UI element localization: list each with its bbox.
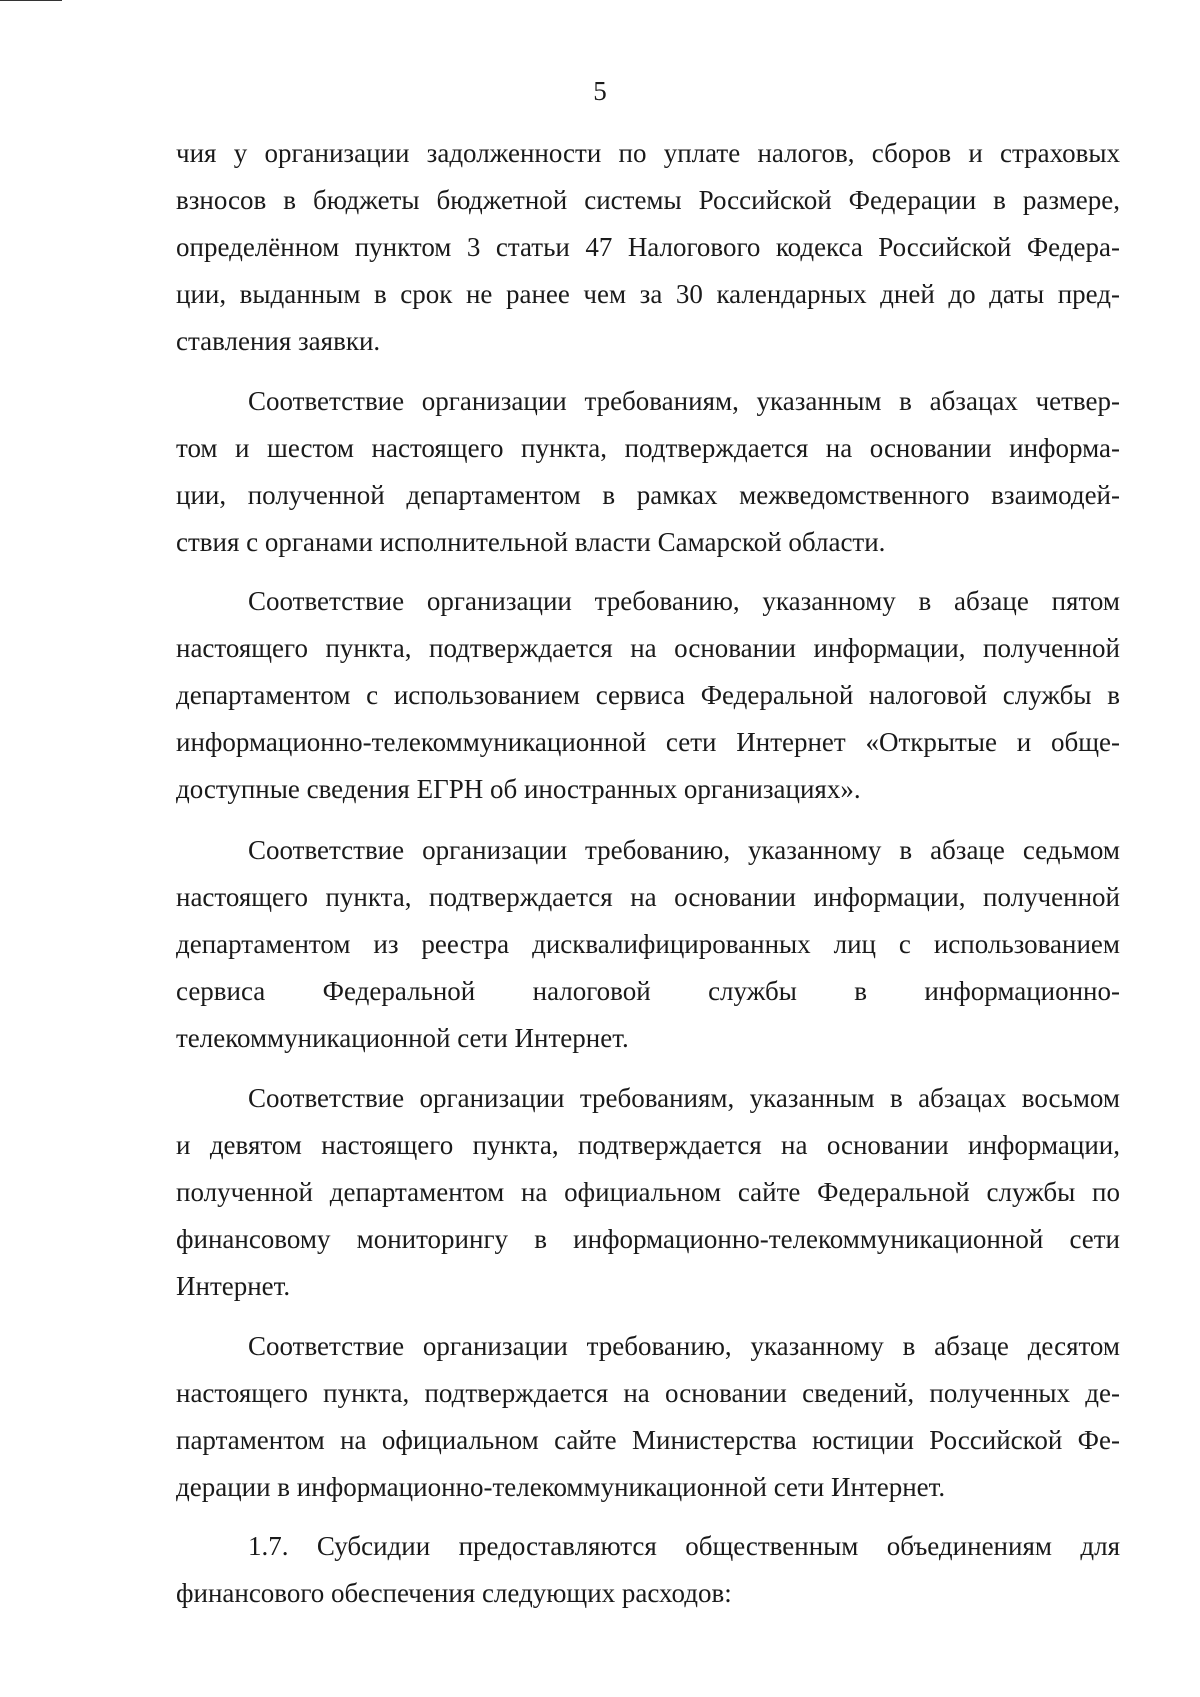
text-line: финансового обеспечения следующих расходов: bbox=[176, 1578, 732, 1608]
text-line: ции, выданным в срок не ранее чем за 30 календарных дней до даты пред- bbox=[176, 279, 1120, 309]
text-line: телекоммуникационной сети Интернет. bbox=[176, 1023, 629, 1053]
text-line: дерации в информационно-телекоммуникационной сети Интернет. bbox=[176, 1472, 946, 1502]
text-line: взносов в бюджеты бюджетной системы Российской Федерации в размере, bbox=[176, 185, 1120, 215]
text-line: ставления заявки. bbox=[176, 326, 381, 356]
text-line: настоящего пункта, подтверждается на основании информации, полученной bbox=[176, 882, 1120, 912]
text-line: департаментом из реестра дисквалифицированных лиц с использованием bbox=[176, 929, 1120, 959]
text-line: 1.7. Субсидии предоставляются общественным объединениям для bbox=[248, 1531, 1120, 1561]
text-line: настоящего пункта, подтверждается на основании сведений, полученных де- bbox=[176, 1378, 1120, 1408]
scan-edge-mark bbox=[0, 0, 62, 1]
text-line: настоящего пункта, подтверждается на основании информации, полученной bbox=[176, 633, 1120, 663]
text-line: доступные сведения ЕГРН об иностранных организациях». bbox=[176, 774, 861, 804]
text-line: Соответствие организации требованию, указанному в абзаце десятом bbox=[248, 1331, 1120, 1361]
text-line: полученной департаментом на официальном сайте Федеральной службы по bbox=[176, 1177, 1120, 1207]
text-line: чия у организации задолженности по уплате налогов, сборов и страховых bbox=[176, 138, 1120, 168]
text-line: ции, полученной департаментом в рамках межведомственного взаимодей- bbox=[176, 480, 1120, 510]
text-line: Соответствие организации требованиям, указанным в абзацах четвер- bbox=[248, 386, 1120, 416]
text-line: Соответствие организации требованиям, указанным в абзацах восьмом bbox=[248, 1083, 1120, 1113]
text-line: и девятом настоящего пункта, подтверждается на основании информации, bbox=[176, 1130, 1120, 1160]
text-line: Интернет. bbox=[176, 1271, 291, 1301]
text-line: сервиса Федеральной налоговой службы в информационно- bbox=[176, 976, 1120, 1006]
text-line: Соответствие организации требованию, указанному в абзаце пятом bbox=[248, 586, 1120, 616]
text-line: департаментом с использованием сервиса Федеральной налоговой службы в bbox=[176, 680, 1120, 710]
text-line: определённом пунктом 3 статьи 47 Налогового кодекса Российской Федера- bbox=[176, 232, 1120, 262]
text-line: информационно-телекоммуникационной сети Интернет «Открытые и обще- bbox=[176, 727, 1120, 757]
text-line: Соответствие организации требованию, указанному в абзаце седьмом bbox=[248, 835, 1120, 865]
text-line: партаментом на официальном сайте Министерства юстиции Российской Фе- bbox=[176, 1425, 1120, 1455]
text-line: финансовому мониторингу в информационно-телекоммуникационной сети bbox=[176, 1224, 1120, 1254]
text-line: том и шестом настоящего пункта, подтверждается на основании информа- bbox=[176, 433, 1120, 463]
text-line: ствия с органами исполнительной власти Самарской области. bbox=[176, 527, 886, 557]
page-number: 5 bbox=[593, 76, 607, 106]
